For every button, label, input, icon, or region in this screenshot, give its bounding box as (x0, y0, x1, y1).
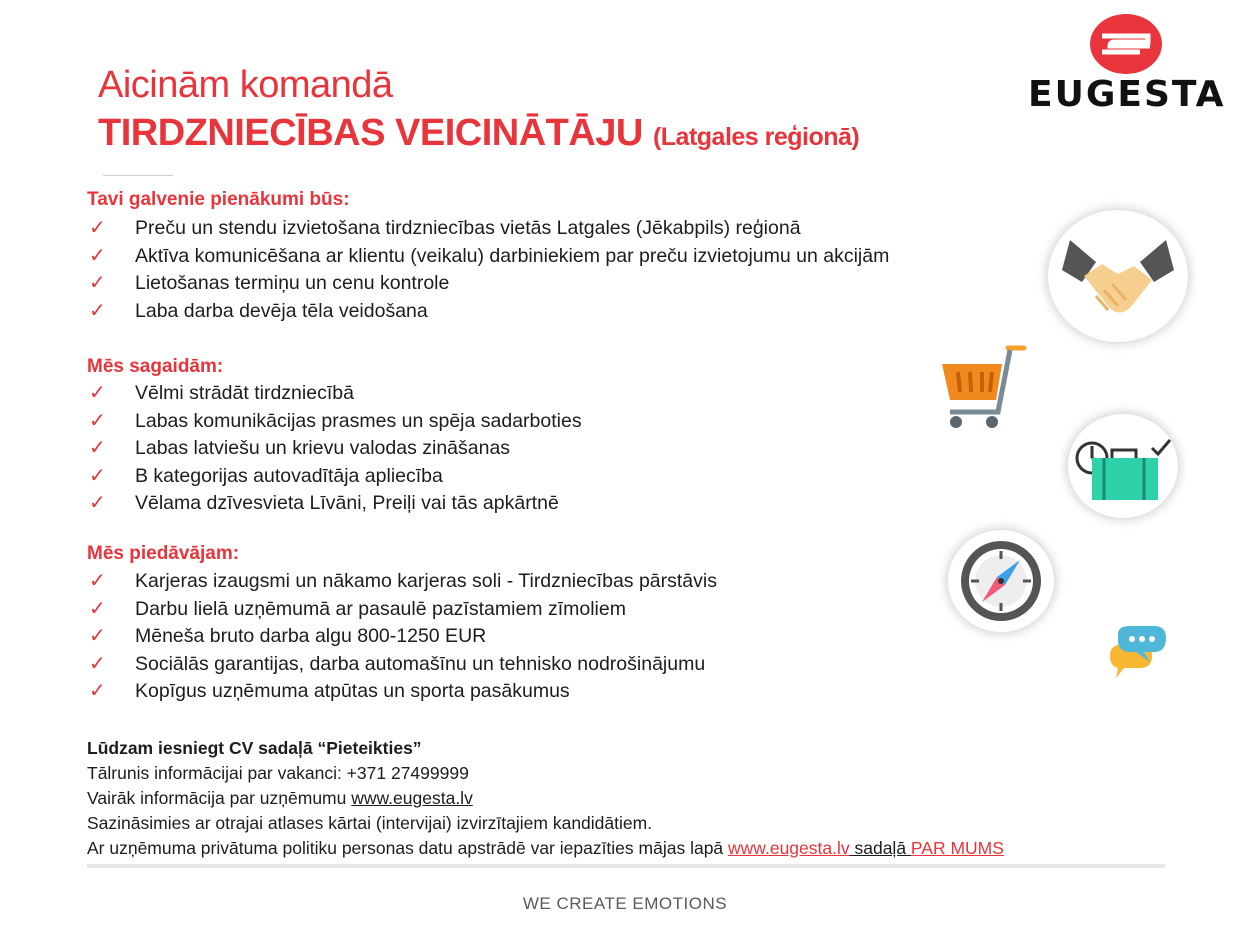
check-icon: ✓ (89, 492, 106, 514)
section-title-offer: Mēs piedāvājam: (87, 543, 240, 564)
heading-divider (103, 175, 173, 176)
check-icon: ✓ (89, 570, 106, 592)
list-item: ✓ Lietošanas termiņu un cenu kontrole (87, 270, 889, 298)
list-item: ✓ Kopīgus uzņēmuma atpūtas un sporta pasākumus (87, 678, 717, 706)
handshake-icon (1048, 210, 1188, 342)
company-info-line: Vairāk informācija par uzņēmumu www.eugesta.lv (87, 788, 473, 808)
company-website-link[interactable]: www.eugesta.lv (351, 788, 473, 808)
list-item: ✓ Sociālās garantijas, darba automašīnu un tehnisko nodrošinājumu (87, 651, 717, 679)
about-us-link[interactable]: PAR MUMS (910, 838, 1004, 858)
tagline: WE CREATE EMOTIONS (522, 894, 728, 913)
check-icon: ✓ (89, 464, 106, 487)
list-item: ✓ Labas komunikācijas prasmes un spēja sadarboties (87, 408, 582, 436)
contact-note: Sazināsimies ar otrajai atlases kārtai (intervijai) izvirzītajiem kandidātiem. (87, 813, 653, 833)
check-icon: ✓ (89, 597, 106, 620)
check-icon: ✓ (89, 217, 106, 239)
check-icon: ✓ (89, 244, 106, 267)
list-item: ✓ Darbu lielā uzņēmumā ar pasaulē pazīstamiem zīmoliem (87, 596, 717, 624)
list-item: ✓ Laba darba devēja tēla veidošana (87, 298, 889, 326)
offer-list (87, 568, 717, 706)
check-icon: ✓ (89, 409, 106, 432)
page-heading-line1: Aicinām komandā (98, 64, 393, 106)
check-icon: ✓ (89, 625, 106, 647)
check-icon: ✓ (89, 652, 106, 675)
compass-icon (948, 530, 1054, 632)
check-icon: ✓ (89, 299, 106, 322)
job-title: TIRDZNIECĪBAS VEICINĀTĀJU (98, 112, 643, 154)
contact-block (87, 736, 1004, 861)
section-title-duties: Tavi galvenie pienākumi būs: (87, 189, 350, 210)
list-item: ✓ B kategorijas autovadītāja apliecība (87, 463, 582, 491)
privacy-website-link[interactable]: www.eugesta.lv (728, 838, 850, 858)
chat-bubbles-icon (1104, 626, 1168, 698)
eugesta-logo-icon (1088, 12, 1164, 76)
suitcase-clock-icon (1068, 414, 1178, 518)
check-icon: ✓ (89, 382, 106, 404)
page-heading-line2 (98, 112, 859, 155)
list-item: ✓ Preču un stendu izvietošana tirdzniecības vietās Latgales (Jēkabpils) reģionā (87, 215, 889, 243)
phone-line: Tālrunis informācijai par vakanci: +371 27499999 (87, 763, 469, 783)
list-item: ✓ Karjeras izaugsmi un nākamo karjeras soli - Tirdzniecības pārstāvis (87, 568, 717, 596)
check-icon: ✓ (89, 680, 106, 702)
list-item: ✓ Mēneša bruto darba algu 800-1250 EUR (87, 623, 717, 651)
list-item: ✓ Vēlama dzīvesvieta Līvāni, Preiļi vai tās apkārtnē (87, 490, 582, 518)
section-title-expectations: Mēs sagaidām: (87, 356, 224, 377)
shopping-cart-icon (938, 342, 1028, 432)
duties-list (87, 215, 889, 325)
list-item: ✓ Labas latviešu un krievu valodas zināšanas (87, 435, 582, 463)
expectations-list (87, 380, 582, 518)
footer-divider (87, 864, 1165, 868)
logo-wordmark: EUGESTA (1028, 74, 1226, 115)
privacy-line: Ar uzņēmuma privātuma politiku personas datu apstrādē var iepazīties mājas lapā www.eugesta.lv sadaļā PAR MUMS (87, 838, 1004, 858)
list-item: ✓ Aktīva komunicēšana ar klientu (veikalu) darbiniekiem par preču izvietojumu un akcijām (87, 243, 889, 271)
check-icon: ✓ (89, 437, 106, 459)
check-icon: ✓ (89, 272, 106, 294)
list-item: ✓ Vēlmi strādāt tirdzniecībā (87, 380, 582, 408)
job-region: (Latgales reģionā) (652, 123, 860, 151)
apply-call-to-action: Lūdzam iesniegt CV sadaļā “Pieteikties” (87, 738, 422, 758)
